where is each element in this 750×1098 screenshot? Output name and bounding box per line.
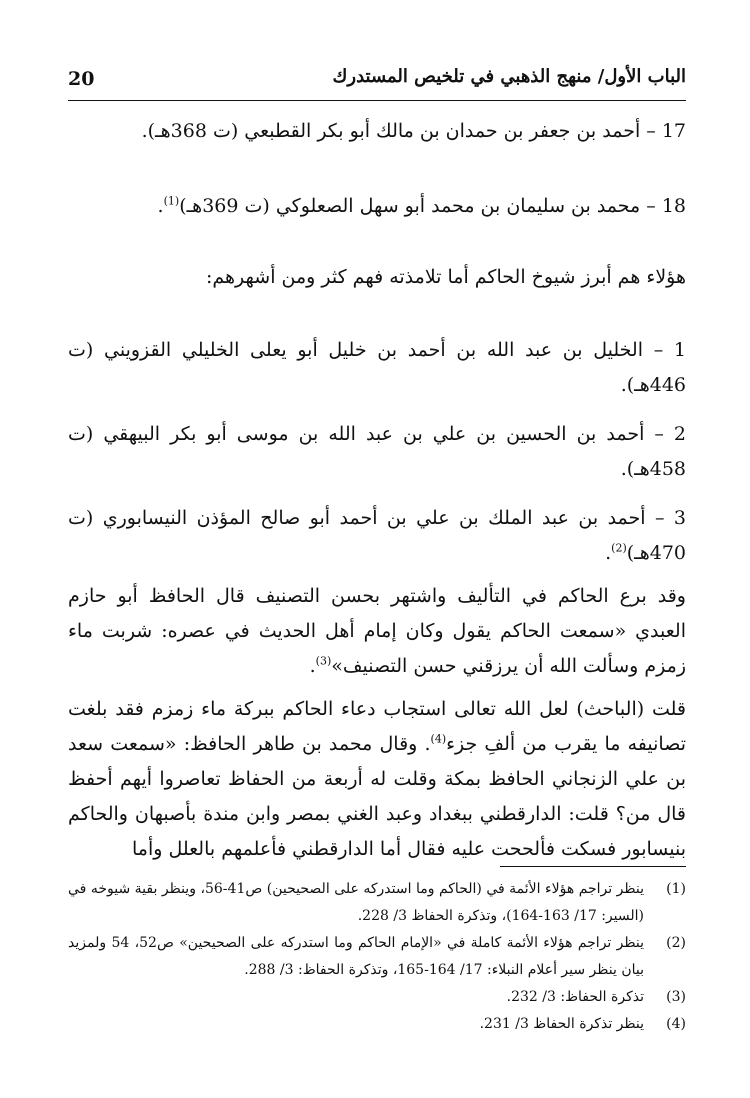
footnote-text: ينظر تراجم هؤلاء الأئمة في (الحاكم وما استدركه على الصحيحين) ص41-56، وينظر بقية شيوخه في (السير: 17/ 163-164)، وتذكرة الحفاظ 3/ 228. (68, 881, 644, 924)
paragraph-researcher-text-a: قلت (الباحث) لعل الله تعالى استجاب دعاء الحاكم ببركة ماء زمزم فقد بلغت تصانيفه ما يقرب من ألفِ جزء (68, 698, 686, 755)
footnote-number: (2) (666, 935, 686, 951)
student-item-2: 2 – أحمد بن الحسين بن علي بن عبد الله بن موسى أبو بكر البيهقي (ت 458هـ). (68, 423, 686, 480)
paragraph-researcher-text-b: . وقال محمد بن طاهر الحافظ: «سمعت سعد بن علي الزنجاني الحافظ بمكة وقلت له أربعة من الحفاظ تعاصروا أيهم أحفظ قال من؟ قلت: الدارقطني ببغداد وعبد الغني بمصر وابن مندة بأصبهان والحاكم بنيسابور فسكت فألححت عليه فقال أما الدارقطني فأعلمهم بالعلل وأما (68, 733, 686, 860)
footnote-ref-3: (3) (315, 654, 332, 668)
paragraph-researcher (68, 692, 686, 867)
student-item-3-text: 3 – أحمد بن عبد الملك بن علي بن أحمد أبو صالح المؤذن النيسابوري (ت 470هـ) (68, 507, 686, 564)
footnote-separator (500, 866, 686, 867)
running-title: الباب الأول/ منهج الذهبي في تلخيص المستدرك (332, 66, 686, 87)
footnotes (68, 876, 686, 1038)
footnote-4 (68, 1011, 686, 1038)
paragraph-authorship-end: . (309, 655, 316, 677)
list-item-18 (68, 189, 686, 224)
list-item-18-end: . (157, 195, 164, 217)
list-item-17: 17 – أحمد بن جعفر بن حمدان بن مالك أبو بكر القطبعي (ت 368هـ). (141, 120, 686, 142)
footnote-text: تذكرة الحفاظ: 3/ 232. (506, 989, 644, 1005)
page-number: 20 (68, 68, 95, 90)
students-intro: هؤلاء هم أبرز شيوخ الحاكم أما تلامذته فهم كثر ومن أشهرهم: (205, 266, 686, 288)
footnote-ref-1: (1) (163, 194, 180, 208)
student-item-3 (68, 501, 686, 571)
header-rule (68, 100, 686, 101)
footnote-number: (3) (666, 989, 686, 1005)
footnote-3 (68, 984, 686, 1011)
footnote-ref-2: (2) (611, 541, 627, 555)
footnote-1 (68, 876, 686, 930)
main-text (68, 110, 686, 867)
page-header (68, 62, 686, 102)
student-item-3-end: . (605, 542, 612, 564)
paragraph-authorship (68, 579, 686, 684)
student-item-1: 1 – الخليل بن عبد الله بن أحمد بن خليل أبو يعلى الخليلي القزويني (ت 446هـ). (68, 339, 686, 396)
footnote-2 (68, 930, 686, 984)
list-item-18-text: 18 – محمد بن سليمان بن محمد أبو سهل الصعلوكي (ت 369هـ) (179, 195, 686, 217)
footnote-ref-4: (4) (430, 732, 447, 746)
paragraph-authorship-text: وقد برع الحاكم في التأليف واشتهر بحسن التصنيف قال الحافظ أبو حازم العبدي «سمعت الحاكم يقول وكان إمام أهل الحديث في عصره: شربت ماء زمزم وسألت الله أن يرزقني حسن التصنيف» (68, 585, 686, 677)
footnote-number: (4) (666, 1016, 686, 1032)
footnote-text: ينظر تراجم هؤلاء الأئمة كاملة في «الإمام الحاكم وما استدركه على الصحيحين» ص52، 54 ولمزيد بيان ينظر سير أعلام النبلاء: 17/ 164-165، وتذكرة الحفاظ: 3/ 288. (68, 935, 644, 978)
footnote-text: ينظر تذكرة الحفاظ 3/ 231. (479, 1016, 644, 1032)
footnote-number: (1) (666, 881, 686, 897)
